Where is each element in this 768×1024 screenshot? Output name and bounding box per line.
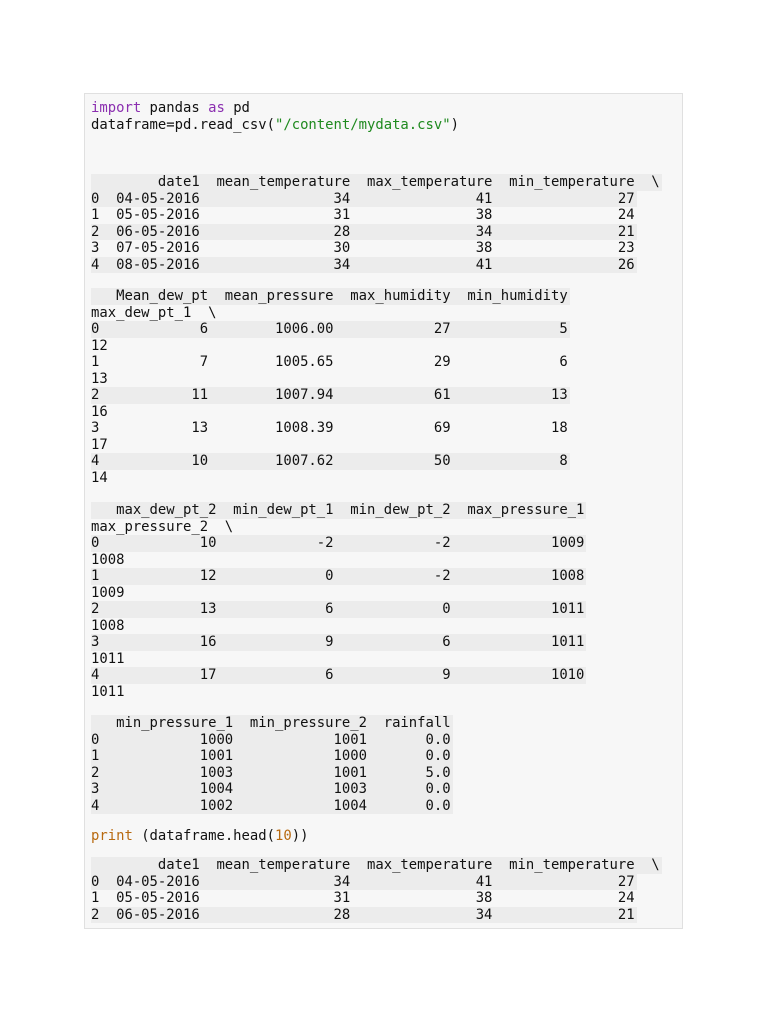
output-line: 14 xyxy=(91,469,108,486)
output-line: 3 13 1008.39 69 18 xyxy=(91,420,568,436)
code-line-read-csv xyxy=(91,117,459,134)
output-line: 0 10 -2 -2 1009 xyxy=(91,535,585,551)
output-line: 1 1001 1000 0.0 xyxy=(91,748,451,764)
read-csv-close: ) xyxy=(450,116,459,133)
output-line: 1 05-05-2016 31 38 24 xyxy=(91,890,635,906)
code-output-block xyxy=(84,93,683,929)
read-csv-call: dataframe=pd.read_csv( xyxy=(91,116,275,133)
output-line: date1 mean_temperature max_temperature min_temperature \ xyxy=(91,857,660,873)
output-line: 2 1003 1001 5.0 xyxy=(91,764,451,781)
keyword-as: as xyxy=(208,100,225,116)
output-line: 3 16 9 6 1011 xyxy=(91,634,585,650)
output-line: 3 07-05-2016 30 38 23 xyxy=(91,240,635,256)
builtin-print: print xyxy=(91,828,133,844)
output-line: 1 7 1005.65 29 6 xyxy=(91,354,568,370)
output-line: 2 06-05-2016 28 34 21 xyxy=(91,906,635,923)
output-line: 13 xyxy=(91,370,108,387)
output-line: 0 1000 1001 0.0 xyxy=(91,731,451,748)
output-line: 4 10 1007.62 50 8 xyxy=(91,453,568,469)
output-line: 1009 xyxy=(91,584,125,601)
output-line: 2 13 6 0 1011 xyxy=(91,601,585,617)
output-line: 1011 xyxy=(91,650,125,667)
output-line: max_dew_pt_2 min_dew_pt_1 min_dew_pt_2 max_pressure_1 xyxy=(91,502,585,518)
output-line: 12 xyxy=(91,337,108,354)
output-line: 0 6 1006.00 27 5 xyxy=(91,321,568,337)
output-line: 0 04-05-2016 34 41 27 xyxy=(91,873,635,890)
code-line-import xyxy=(91,100,250,117)
output-line: 1008 xyxy=(91,617,125,634)
output-line: 16 xyxy=(91,403,108,420)
output-line: max_pressure_2 \ xyxy=(91,518,234,535)
output-line: max_dew_pt_1 \ xyxy=(91,304,217,321)
code-line-print xyxy=(91,828,308,845)
keyword-import: import xyxy=(91,100,142,116)
output-line: 4 08-05-2016 34 41 26 xyxy=(91,256,635,273)
head-count: 10 xyxy=(275,828,292,844)
output-line: 1 05-05-2016 31 38 24 xyxy=(91,207,635,223)
output-line: 2 06-05-2016 28 34 21 xyxy=(91,223,635,240)
output-line: 1 12 0 -2 1008 xyxy=(91,568,585,584)
output-line: 1008 xyxy=(91,551,125,568)
output-line: Mean_dew_pt mean_pressure max_humidity min_humidity xyxy=(91,288,568,304)
output-line: 4 1002 1004 0.0 xyxy=(91,797,451,814)
output-line: 3 1004 1003 0.0 xyxy=(91,781,451,797)
head-call-close: )) xyxy=(291,828,309,844)
module-alias: pd xyxy=(224,100,250,116)
output-line: min_pressure_1 min_pressure_2 rainfall xyxy=(91,715,451,731)
output-line: 17 xyxy=(91,436,108,453)
module-name: pandas xyxy=(141,100,209,116)
output-line: date1 mean_temperature max_temperature min_temperature \ xyxy=(91,174,660,190)
output-line: 0 04-05-2016 34 41 27 xyxy=(91,190,635,207)
output-line: 4 17 6 9 1010 xyxy=(91,667,585,683)
output-line: 2 11 1007.94 61 13 xyxy=(91,387,568,403)
output-line: 1011 xyxy=(91,683,125,700)
head-call: (dataframe.head( xyxy=(132,828,275,844)
csv-path-string: "/content/mydata.csv" xyxy=(274,116,451,133)
